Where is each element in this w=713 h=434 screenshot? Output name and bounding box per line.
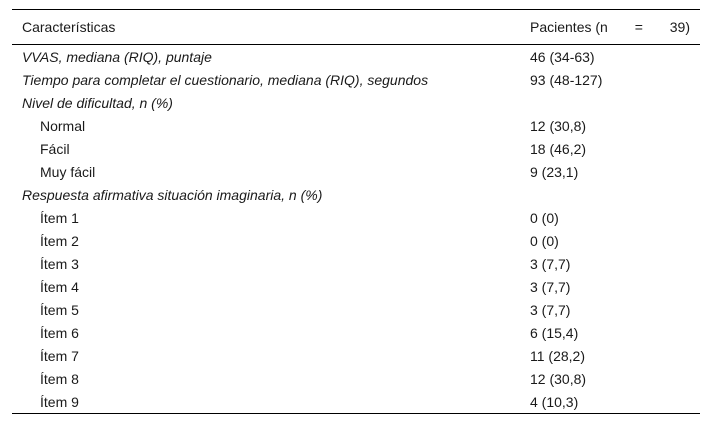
row-value: 9 (23,1) [530,163,579,180]
row-label: Ítem 1 [40,209,79,226]
results-table-container [12,9,700,414]
table-row [12,68,700,91]
row-value: 11 (28,2) [530,347,585,364]
table-row [12,45,700,69]
row-label: Ítem 9 [40,393,79,410]
table-row [12,252,700,275]
header-patients-label: Pacientes (n [530,19,608,35]
table-header-row [12,10,700,45]
header-characteristics: Características [22,19,116,35]
results-table [12,9,700,414]
row-value: 3 (7,7) [530,278,571,295]
row-value: 4 (10,3) [530,393,579,410]
table-row [12,344,700,367]
row-value: 93 (48-127) [530,71,603,88]
row-label: Ítem 8 [40,370,79,387]
row-label: Ítem 7 [40,347,79,364]
row-value: 12 (30,8) [530,370,587,387]
table-row [12,160,700,183]
table-row [12,298,700,321]
table-section-row [12,183,700,206]
row-label: Fácil [40,140,70,157]
row-label: Ítem 2 [40,232,79,249]
section-label: Respuesta afirmativa situación imaginaria, n (%) [22,186,323,203]
row-label: Ítem 4 [40,278,79,295]
row-label: Ítem 3 [40,255,79,272]
row-label: Normal [40,117,86,134]
row-label: Tiempo para completar el cuestionario, mediana (RIQ), segundos [22,71,429,88]
header-patients [520,10,700,45]
table-row [12,229,700,252]
table-row [12,114,700,137]
row-value [520,183,700,206]
table-row [12,390,700,414]
row-label: Ítem 5 [40,301,79,318]
row-value: 3 (7,7) [530,255,571,272]
header-patients-count: 39) [669,19,690,35]
section-label: Nivel de dificultad, n (%) [22,94,173,111]
row-label: Ítem 6 [40,324,79,341]
header-patients-eq: = [634,19,643,35]
row-value: 12 (30,8) [530,117,587,134]
row-value: 46 (34-63) [530,48,595,65]
row-value: 6 (15,4) [530,324,579,341]
row-value [520,91,700,114]
table-row [12,367,700,390]
table-row [12,275,700,298]
row-value: 0 (0) [530,232,559,249]
table-row [12,321,700,344]
row-value: 18 (46,2) [530,140,587,157]
table-section-row [12,91,700,114]
row-label: Muy fácil [40,163,96,180]
row-value: 3 (7,7) [530,301,571,318]
table-row [12,206,700,229]
row-value: 0 (0) [530,209,559,226]
row-label: VVAS, mediana (RIQ), puntaje [22,48,212,65]
table-row [12,137,700,160]
